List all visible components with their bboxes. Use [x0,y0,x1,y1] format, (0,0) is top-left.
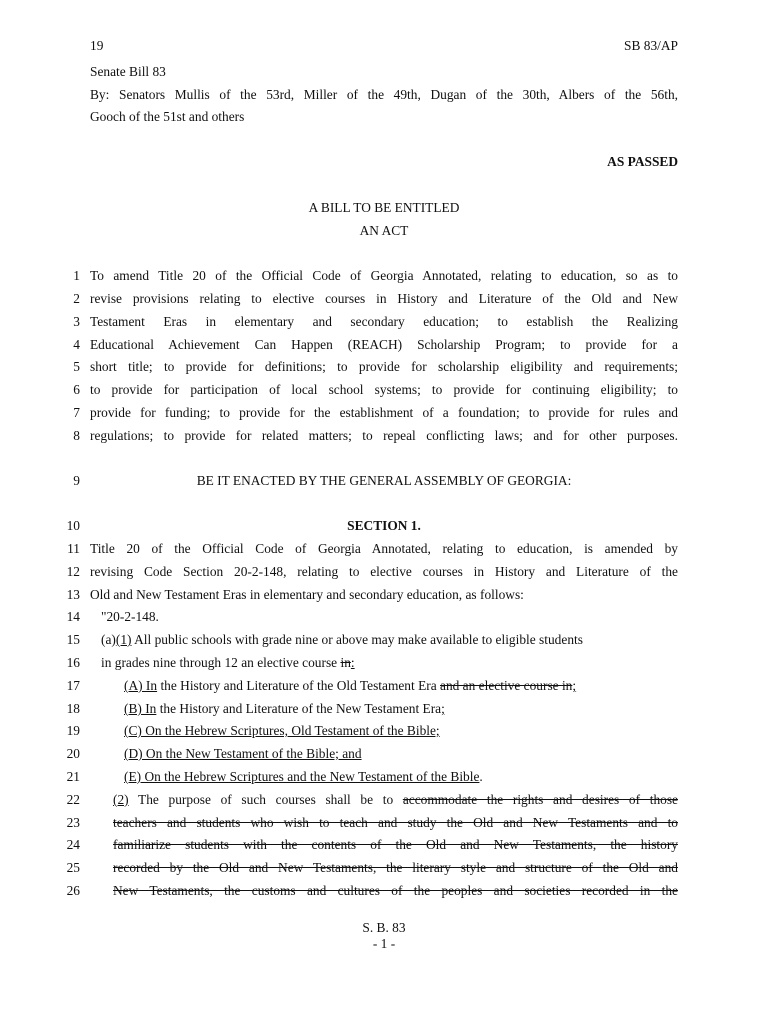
text-line: Testament Eras in elementary and secondary education; to establish the Realizing [90,314,678,329]
text-line: Educational Achievement Can Happen (REACH) Scholarship Program; to provide for a [90,337,678,352]
list-item: (C) On the Hebrew Scriptures, Old Testament of the Bible; [124,723,440,738]
struck-text: New Testaments, the customs and cultures of the peoples and societies recorded in the [113,883,678,898]
line-number: 9 [73,473,80,488]
sponsors-line-2: Gooch of the 51st and others [90,109,245,124]
line-number: 11 [67,541,80,556]
subsection-a [101,632,583,648]
inserted-text: (A) In [124,678,158,693]
text-fragment: in grades nine through 12 an elective course [101,655,341,670]
text-fragment: All public schools with grade nine or above may make available to eligible students [131,632,583,647]
line-number: 5 [73,359,80,374]
subsection-2 [113,792,678,808]
struck-text: accommodate the rights and desires of those [402,792,678,807]
text-line: revising Code Section 20-2-148, relating to elective courses in History and Literature of the [90,564,678,579]
text-line: short title; to provide for definitions; to provide for scholarship eligibility and requirements; [90,359,678,374]
list-item [124,769,483,785]
struck-text: teachers and students who wish to teach and study the Old and New Testaments and to [113,815,678,830]
line-number: 22 [66,792,80,807]
status-label: AS PASSED [607,154,678,169]
text-fragment: the History and Literature of the New Testament Era [156,701,442,716]
list-item [124,701,445,717]
line-number: 15 [66,632,80,647]
line-number: 23 [66,815,80,830]
line-number: 18 [66,701,80,716]
inserted-text: ; [441,701,445,716]
page-number-top: 19 [90,38,104,53]
section-heading: SECTION 1. [347,518,421,533]
subsection-label: (a) [101,632,116,647]
list-item: (D) On the New Testament of the Bible; and [124,746,362,761]
inserted-text: (1) [115,632,132,647]
list-item [124,678,576,694]
inserted-text: : [350,655,355,670]
sponsors-line-1: By: Senators Mullis of the 53rd, Miller of the 49th, Dugan of the 30th, Albers of the 56th, [90,87,678,102]
code-section-number: "20-2-148. [101,609,159,624]
heading-bill-entitled: A BILL TO BE ENTITLED [308,200,460,215]
line-number: 2 [73,291,80,306]
struck-text: in [340,655,351,670]
footer-bill: S. B. 83 [362,920,406,935]
line-number: 19 [66,723,80,738]
struck-text: recorded by the Old and New Testaments, the literary style and structure of the Old and [113,860,678,875]
footer-page-number: - 1 - [372,936,396,951]
bill-id: SB 83/AP [624,38,678,53]
inserted-text: (E) On the Hebrew Scriptures and the New Testament of the Bible [124,769,480,784]
text-line: To amend Title 20 of the Official Code of Georgia Annotated, relating to education, so as to [90,268,678,283]
line-number: 13 [66,587,80,602]
line-number: 3 [73,314,80,329]
line-number: 14 [66,609,80,624]
line-number: 20 [66,746,80,761]
line-number: 25 [66,860,80,875]
line-number: 8 [73,428,80,443]
text-fragment: . [479,769,483,784]
struck-text: familiarize students with the contents of the Old and New Testaments, the history [113,837,678,852]
line-number: 10 [66,518,80,533]
line-number: 21 [66,769,80,784]
line-number: 16 [66,655,80,670]
text-fragment: the History and Literature of the Old Testament Era [157,678,440,693]
inserted-text: (B) In [124,701,157,716]
line-number: 1 [73,268,80,283]
text-line: Title 20 of the Official Code of Georgia Annotated, relating to education, is amended by [90,541,678,556]
text-line: provide for funding; to provide for the establishment of a foundation; to provide for rules and [90,405,678,420]
inserted-text: (2) [113,792,129,807]
line-number: 12 [66,564,80,579]
text-fragment: The purpose of such courses shall be to [128,792,403,807]
struck-text: and an elective course in [440,678,573,693]
text-line: Old and New Testament Eras in elementary and secondary education, as follows: [90,587,524,602]
line-number: 17 [66,678,80,693]
text-line: to provide for participation of local school systems; to provide for continuing eligibility; to [90,382,678,397]
inserted-text: ; [572,678,577,693]
heading-an-act: AN ACT [359,223,409,238]
text-line: regulations; to provide for related matters; to repeal conflicting laws; and for other purposes. [90,428,678,443]
line-number: 26 [66,883,80,898]
line-number: 24 [66,837,80,852]
enacting-clause: BE IT ENACTED BY THE GENERAL ASSEMBLY OF GEORGIA: [196,473,572,488]
line-number: 6 [73,382,80,397]
text-line [101,655,355,671]
text-line: revise provisions relating to elective courses in History and Literature of the Old and New [90,291,678,306]
line-number: 7 [73,405,80,420]
line-number: 4 [73,337,80,352]
bill-title: Senate Bill 83 [90,64,166,79]
